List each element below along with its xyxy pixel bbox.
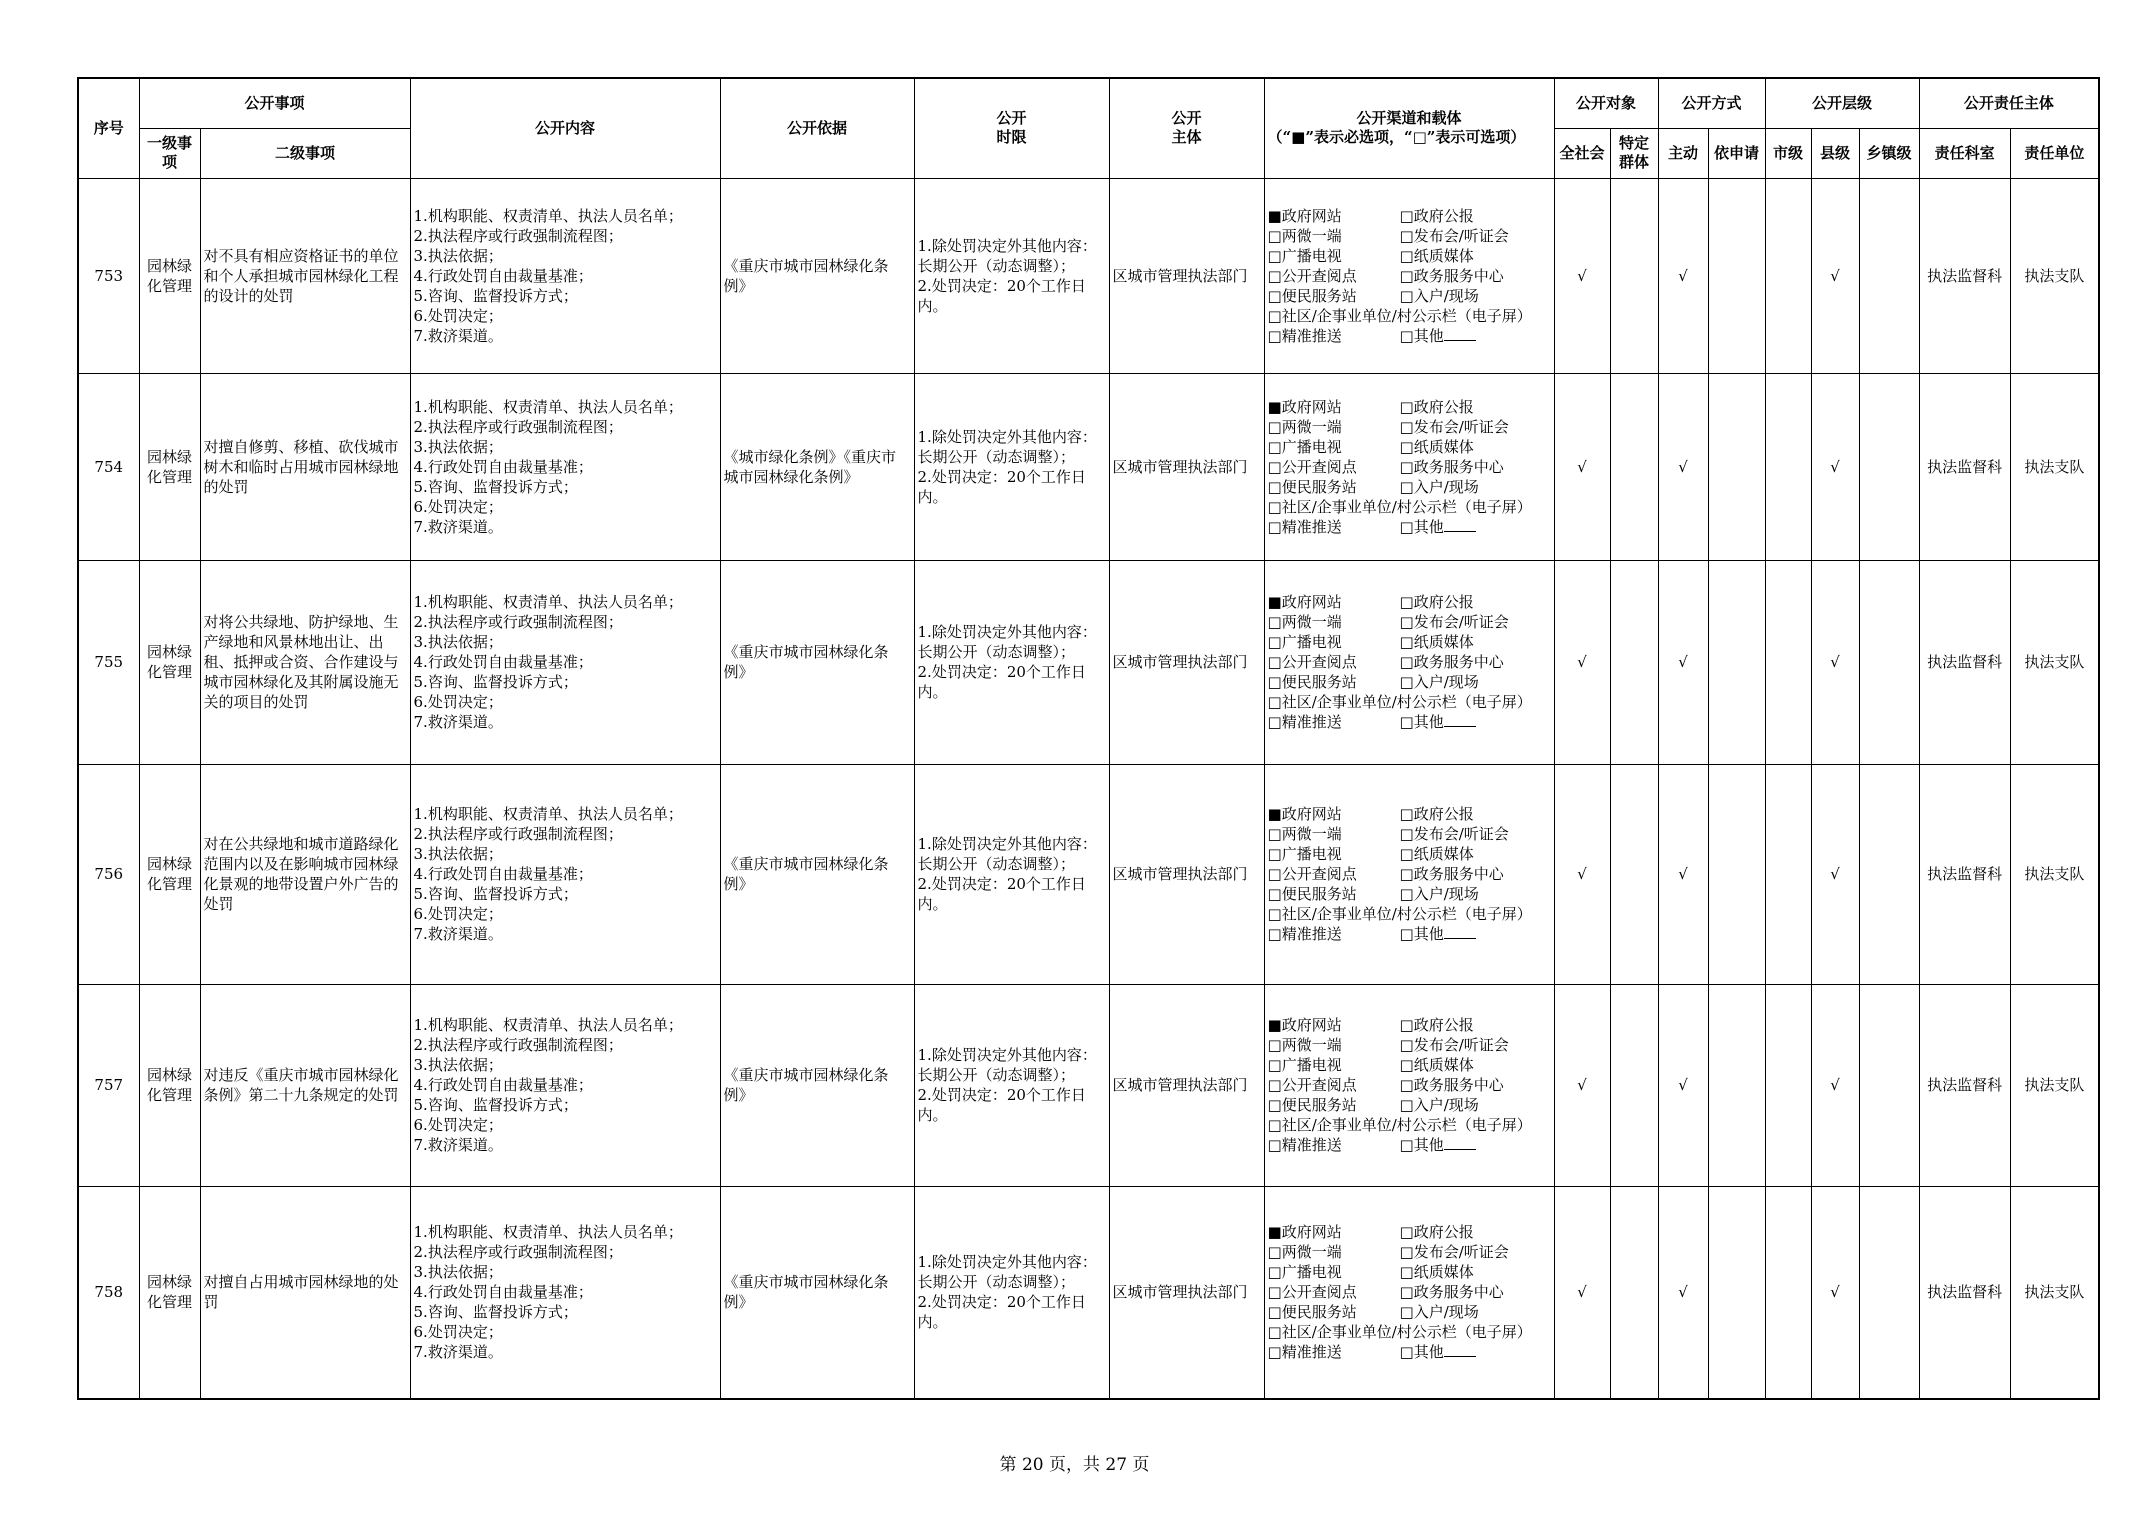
row-seq: 753 — [78, 178, 139, 373]
header-target: 公开对象 — [1554, 78, 1658, 128]
channel-convenience-station: □便民服务站 — [1267, 1096, 1357, 1114]
channel-other-blank — [1444, 924, 1476, 939]
channel-gov-gazette: □政府公报 — [1399, 805, 1474, 823]
row-seq: 754 — [78, 373, 139, 560]
row-deadline: 1.除处罚决定外其他内容：长期公开（动态调整）； 2.处罚决定：20个工作日内。 — [914, 764, 1109, 984]
channel-gov-website: ■政府网站 — [1267, 397, 1342, 416]
channel-door-to-door: □入户/现场 — [1399, 477, 1479, 496]
row-level-city — [1765, 560, 1811, 764]
channel-convenience-station: □便民服务站 — [1267, 286, 1357, 305]
row-method-request — [1708, 984, 1765, 1186]
channel-door-to-door: □入户/现场 — [1399, 673, 1479, 691]
row-basis: 《重庆市城市园林绿化条例》 — [720, 178, 914, 373]
content-line-5: 5.咨询、监督投诉方式； — [413, 477, 578, 496]
channel-broadcast-tv: □广播电视 — [1267, 1056, 1342, 1074]
row-subject: 区城市管理执法部门 — [1109, 1186, 1264, 1399]
row-basis: 《重庆市城市园林绿化条例》 — [720, 560, 914, 764]
row-content — [410, 1186, 720, 1399]
header-level-county: 县级 — [1811, 128, 1859, 178]
page-footer: 第 20 页，共 27 页 — [999, 1455, 1150, 1475]
row-target-all: √ — [1554, 373, 1610, 560]
row-level-town — [1859, 764, 1919, 984]
channel-precise-push: □精准推送 — [1267, 326, 1342, 345]
channel-bulletin-board: □社区/企事业单位/村公示栏（电子屏） — [1267, 1116, 1532, 1134]
row-channels — [1264, 1186, 1554, 1399]
row-level-county: √ — [1811, 560, 1859, 764]
channel-public-reading-point: □公开查阅点 — [1267, 266, 1357, 285]
row-target-specific — [1610, 764, 1658, 984]
row-content — [410, 764, 720, 984]
row-method-request — [1708, 560, 1765, 764]
row-method-active: √ — [1658, 178, 1708, 373]
row-level1: 园林绿化管理 — [139, 560, 200, 764]
table-row — [78, 560, 2099, 764]
row-channels — [1264, 984, 1554, 1186]
table-row — [78, 373, 2099, 560]
row-target-specific — [1610, 1186, 1658, 1399]
channel-convenience-station: □便民服务站 — [1267, 885, 1357, 903]
row-subject: 区城市管理执法部门 — [1109, 373, 1264, 560]
content-line-5: 5.咨询、监督投诉方式； — [413, 885, 578, 903]
channel-door-to-door: □入户/现场 — [1399, 286, 1479, 305]
content-line-5: 5.咨询、监督投诉方式； — [413, 673, 578, 691]
channel-gov-gazette: □政府公报 — [1399, 206, 1474, 225]
channel-other — [1400, 712, 1476, 732]
content-line-2: 2.执法程序或行政强制流程图； — [413, 417, 623, 436]
header-level-town: 乡镇级 — [1859, 128, 1919, 178]
table-body — [78, 178, 2099, 1399]
content-line-6: 6.处罚决定； — [413, 1323, 503, 1342]
channel-public-reading-point: □公开查阅点 — [1267, 1283, 1357, 1302]
row-level-town — [1859, 984, 1919, 1186]
row-level-county: √ — [1811, 373, 1859, 560]
table-row — [78, 764, 2099, 984]
channel-bulletin-board: □社区/企事业单位/村公示栏（电子屏） — [1267, 905, 1532, 923]
content-line-7: 7.救济渠道。 — [413, 326, 503, 345]
content-line-6: 6.处罚决定； — [413, 905, 503, 923]
channel-bulletin-board: □社区/企事业单位/村公示栏（电子屏） — [1267, 1323, 1532, 1342]
row-resp-office: 执法监督科 — [1919, 560, 2010, 764]
row-level-town — [1859, 1186, 1919, 1399]
row-level2: 对在公共绿地和城市道路绿化范围内以及在影响城市园林绿化景观的地带设置户外广告的处罚 — [200, 764, 410, 984]
header-channel-note: （“■”表示必选项，“□”表示可选项） — [1267, 128, 1526, 147]
channel-gov-website: ■政府网站 — [1267, 206, 1342, 225]
row-subject: 区城市管理执法部门 — [1109, 178, 1264, 373]
row-method-request — [1708, 764, 1765, 984]
channel-other — [1400, 517, 1476, 537]
row-channels — [1264, 178, 1554, 373]
row-level-city — [1765, 764, 1811, 984]
channel-other — [1400, 924, 1476, 944]
row-level2: 对将公共绿地、防护绿地、生产绿地和风景林地出让、出租、抵押或合资、合作建设与城市园林绿化及其附属设施无关的项目的处罚 — [200, 560, 410, 764]
header-method-active: 主动 — [1658, 128, 1708, 178]
content-line-1: 1.机构职能、权责清单、执法人员名单； — [413, 805, 683, 823]
channel-gov-gazette: □政府公报 — [1399, 1223, 1474, 1242]
row-channels — [1264, 373, 1554, 560]
header-channel — [1264, 78, 1554, 178]
channel-press-hearing: □发布会/听证会 — [1399, 825, 1509, 843]
row-basis: 《城市绿化条例》《重庆市城市园林绿化条例》 — [720, 373, 914, 560]
channel-service-center: □政务服务中心 — [1399, 865, 1504, 883]
channel-other — [1400, 1342, 1476, 1362]
row-channels — [1264, 764, 1554, 984]
channel-broadcast-tv: □广播电视 — [1267, 1263, 1342, 1282]
row-level-county: √ — [1811, 1186, 1859, 1399]
channel-bulletin-board: □社区/企事业单位/村公示栏（电子屏） — [1267, 693, 1532, 711]
content-line-2: 2.执法程序或行政强制流程图； — [413, 613, 623, 631]
channel-gov-website: ■政府网站 — [1267, 593, 1342, 611]
row-deadline: 1.除处罚决定外其他内容：长期公开（动态调整）； 2.处罚决定：20个工作日内。 — [914, 178, 1109, 373]
row-target-all: √ — [1554, 560, 1610, 764]
channel-precise-push: □精准推送 — [1267, 1136, 1342, 1154]
row-target-all: √ — [1554, 178, 1610, 373]
row-level1: 园林绿化管理 — [139, 373, 200, 560]
row-method-request — [1708, 373, 1765, 560]
content-line-1: 1.机构职能、权责清单、执法人员名单； — [413, 206, 683, 225]
channel-press-hearing: □发布会/听证会 — [1399, 417, 1509, 436]
row-level-city — [1765, 984, 1811, 1186]
channel-weibo-wechat-app: □两微一端 — [1267, 226, 1342, 245]
channel-other-label: □其他 — [1399, 517, 1444, 536]
row-deadline: 1.除处罚决定外其他内容：长期公开（动态调整）； 2.处罚决定：20个工作日内。 — [914, 1186, 1109, 1399]
row-resp-unit: 执法支队 — [2010, 984, 2099, 1186]
row-resp-office: 执法监督科 — [1919, 764, 2010, 984]
row-method-active: √ — [1658, 984, 1708, 1186]
table-row — [78, 984, 2099, 1186]
channel-service-center: □政务服务中心 — [1399, 1283, 1504, 1302]
row-resp-office: 执法监督科 — [1919, 373, 2010, 560]
header-method: 公开方式 — [1658, 78, 1765, 128]
content-line-3: 3.执法依据； — [413, 246, 503, 265]
channel-other-blank — [1444, 1342, 1476, 1357]
channel-door-to-door: □入户/现场 — [1399, 885, 1479, 903]
content-line-4: 4.行政处罚自由裁量基准； — [413, 1076, 593, 1094]
channel-precise-push: □精准推送 — [1267, 925, 1342, 943]
channel-print-media: □纸质媒体 — [1399, 1263, 1474, 1282]
content-line-7: 7.救济渠道。 — [413, 517, 503, 536]
row-basis: 《重庆市城市园林绿化条例》 — [720, 764, 914, 984]
header-level1: 一级事项 — [139, 128, 200, 178]
row-level1: 园林绿化管理 — [139, 178, 200, 373]
row-method-active: √ — [1658, 560, 1708, 764]
channel-precise-push: □精准推送 — [1267, 1343, 1342, 1362]
content-line-3: 3.执法依据； — [413, 1056, 503, 1074]
content-line-4: 4.行政处罚自由裁量基准； — [413, 653, 593, 671]
header-matter: 公开事项 — [139, 78, 410, 128]
channel-other-blank — [1444, 326, 1476, 341]
row-level-county: √ — [1811, 764, 1859, 984]
channel-public-reading-point: □公开查阅点 — [1267, 1076, 1357, 1094]
row-seq: 757 — [78, 984, 139, 1186]
row-method-active: √ — [1658, 373, 1708, 560]
row-resp-unit: 执法支队 — [2010, 373, 2099, 560]
header-method-request: 依申请 — [1708, 128, 1765, 178]
row-target-all: √ — [1554, 1186, 1610, 1399]
channel-print-media: □纸质媒体 — [1399, 845, 1474, 863]
row-level2: 对不具有相应资格证书的单位和个人承担城市园林绿化工程的设计的处罚 — [200, 178, 410, 373]
content-line-6: 6.处罚决定； — [413, 693, 503, 711]
channel-broadcast-tv: □广播电视 — [1267, 246, 1342, 265]
header-level-city: 市级 — [1765, 128, 1811, 178]
row-subject: 区城市管理执法部门 — [1109, 764, 1264, 984]
row-deadline: 1.除处罚决定外其他内容：长期公开（动态调整）； 2.处罚决定：20个工作日内。 — [914, 373, 1109, 560]
row-subject: 区城市管理执法部门 — [1109, 984, 1264, 1186]
row-subject: 区城市管理执法部门 — [1109, 560, 1264, 764]
row-method-request — [1708, 1186, 1765, 1399]
row-target-all: √ — [1554, 764, 1610, 984]
row-resp-office: 执法监督科 — [1919, 1186, 2010, 1399]
channel-press-hearing: □发布会/听证会 — [1399, 1243, 1509, 1262]
content-line-4: 4.行政处罚自由裁量基准； — [413, 865, 593, 883]
content-line-7: 7.救济渠道。 — [413, 925, 503, 943]
row-level-town — [1859, 178, 1919, 373]
channel-bulletin-board: □社区/企事业单位/村公示栏（电子屏） — [1267, 306, 1532, 325]
header-content: 公开内容 — [410, 78, 720, 178]
row-level-county: √ — [1811, 984, 1859, 1186]
channel-print-media: □纸质媒体 — [1399, 246, 1474, 265]
channel-broadcast-tv: □广播电视 — [1267, 845, 1342, 863]
row-target-specific — [1610, 373, 1658, 560]
channel-other-label: □其他 — [1399, 925, 1444, 943]
channel-weibo-wechat-app: □两微一端 — [1267, 417, 1342, 436]
header-resp-office: 责任科室 — [1919, 128, 2010, 178]
row-method-active: √ — [1658, 764, 1708, 984]
channel-weibo-wechat-app: □两微一端 — [1267, 1036, 1342, 1054]
channel-bulletin-board: □社区/企事业单位/村公示栏（电子屏） — [1267, 497, 1532, 516]
channel-other — [1400, 326, 1476, 346]
row-content — [410, 178, 720, 373]
channel-print-media: □纸质媒体 — [1399, 437, 1474, 456]
channel-other-blank — [1444, 517, 1476, 532]
channel-convenience-station: □便民服务站 — [1267, 477, 1357, 496]
channel-other — [1400, 1135, 1476, 1155]
row-resp-office: 执法监督科 — [1919, 178, 2010, 373]
row-target-specific — [1610, 984, 1658, 1186]
row-level-county: √ — [1811, 178, 1859, 373]
content-line-4: 4.行政处罚自由裁量基准； — [413, 457, 593, 476]
header-level2: 二级事项 — [200, 128, 410, 178]
row-target-all: √ — [1554, 984, 1610, 1186]
channel-service-center: □政务服务中心 — [1399, 266, 1504, 285]
header-level: 公开层级 — [1765, 78, 1919, 128]
row-resp-office: 执法监督科 — [1919, 984, 2010, 1186]
content-line-1: 1.机构职能、权责清单、执法人员名单； — [413, 1223, 683, 1242]
content-line-2: 2.执法程序或行政强制流程图； — [413, 1243, 623, 1262]
row-resp-unit: 执法支队 — [2010, 178, 2099, 373]
content-line-1: 1.机构职能、权责清单、执法人员名单； — [413, 593, 683, 611]
channel-gov-gazette: □政府公报 — [1399, 1016, 1474, 1034]
header-subject: 公开 主体 — [1109, 78, 1264, 178]
row-level2: 对违反《重庆市城市园林绿化条例》第二十九条规定的处罚 — [200, 984, 410, 1186]
channel-print-media: □纸质媒体 — [1399, 1056, 1474, 1074]
row-level2: 对擅自占用城市园林绿地的处罚 — [200, 1186, 410, 1399]
content-line-3: 3.执法依据； — [413, 437, 503, 456]
channel-service-center: □政务服务中心 — [1399, 653, 1504, 671]
content-line-4: 4.行政处罚自由裁量基准； — [413, 266, 593, 285]
content-line-4: 4.行政处罚自由裁量基准； — [413, 1283, 593, 1302]
row-deadline: 1.除处罚决定外其他内容：长期公开（动态调整）； 2.处罚决定：20个工作日内。 — [914, 984, 1109, 1186]
row-level-city — [1765, 373, 1811, 560]
channel-other-label: □其他 — [1399, 1343, 1444, 1362]
row-resp-unit: 执法支队 — [2010, 764, 2099, 984]
disclosure-table — [77, 77, 2100, 1400]
channel-convenience-station: □便民服务站 — [1267, 1303, 1357, 1322]
channel-other-label: □其他 — [1399, 1136, 1444, 1154]
channel-gov-website: ■政府网站 — [1267, 1223, 1342, 1242]
channel-public-reading-point: □公开查阅点 — [1267, 865, 1357, 883]
content-line-3: 3.执法依据； — [413, 633, 503, 651]
channel-broadcast-tv: □广播电视 — [1267, 633, 1342, 651]
header-basis: 公开依据 — [720, 78, 914, 178]
content-line-2: 2.执法程序或行政强制流程图； — [413, 825, 623, 843]
channel-weibo-wechat-app: □两微一端 — [1267, 1243, 1342, 1262]
channel-press-hearing: □发布会/听证会 — [1399, 613, 1509, 631]
row-level-town — [1859, 560, 1919, 764]
table-row — [78, 1186, 2099, 1399]
header-resp-unit: 责任单位 — [2010, 128, 2099, 178]
content-line-5: 5.咨询、监督投诉方式； — [413, 286, 578, 305]
content-line-3: 3.执法依据； — [413, 845, 503, 863]
channel-press-hearing: □发布会/听证会 — [1399, 226, 1509, 245]
channel-weibo-wechat-app: □两微一端 — [1267, 613, 1342, 631]
row-resp-unit: 执法支队 — [2010, 560, 2099, 764]
header-seq: 序号 — [78, 78, 139, 178]
content-line-6: 6.处罚决定； — [413, 497, 503, 516]
channel-other-blank — [1444, 712, 1476, 727]
channel-door-to-door: □入户/现场 — [1399, 1096, 1479, 1114]
channel-broadcast-tv: □广播电视 — [1267, 437, 1342, 456]
row-level-city — [1765, 1186, 1811, 1399]
table-row — [78, 178, 2099, 373]
content-line-5: 5.咨询、监督投诉方式； — [413, 1303, 578, 1322]
channel-other-label: □其他 — [1399, 326, 1444, 345]
row-content — [410, 373, 720, 560]
channel-public-reading-point: □公开查阅点 — [1267, 653, 1357, 671]
channel-gov-gazette: □政府公报 — [1399, 593, 1474, 611]
channel-service-center: □政务服务中心 — [1399, 457, 1504, 476]
row-basis: 《重庆市城市园林绿化条例》 — [720, 984, 914, 1186]
content-line-2: 2.执法程序或行政强制流程图； — [413, 1036, 623, 1054]
row-method-active: √ — [1658, 1186, 1708, 1399]
content-line-1: 1.机构职能、权责清单、执法人员名单； — [413, 397, 683, 416]
channel-precise-push: □精准推送 — [1267, 713, 1342, 731]
content-line-6: 6.处罚决定； — [413, 306, 503, 325]
row-seq: 755 — [78, 560, 139, 764]
row-level1: 园林绿化管理 — [139, 984, 200, 1186]
row-content — [410, 984, 720, 1186]
channel-door-to-door: □入户/现场 — [1399, 1303, 1479, 1322]
channel-print-media: □纸质媒体 — [1399, 633, 1474, 651]
row-level-town — [1859, 373, 1919, 560]
channel-other-label: □其他 — [1399, 713, 1444, 731]
header-resp: 公开责任主体 — [1919, 78, 2099, 128]
row-seq: 758 — [78, 1186, 139, 1399]
header-target-all: 全社会 — [1554, 128, 1610, 178]
content-line-5: 5.咨询、监督投诉方式； — [413, 1096, 578, 1114]
row-method-request — [1708, 178, 1765, 373]
channel-public-reading-point: □公开查阅点 — [1267, 457, 1357, 476]
row-level1: 园林绿化管理 — [139, 1186, 200, 1399]
row-level2: 对擅自修剪、移植、砍伐城市树木和临时占用城市园林绿地的处罚 — [200, 373, 410, 560]
row-level1: 园林绿化管理 — [139, 764, 200, 984]
header-channel-title: 公开渠道和载体 — [1356, 109, 1462, 128]
channel-service-center: □政务服务中心 — [1399, 1076, 1504, 1094]
channel-press-hearing: □发布会/听证会 — [1399, 1036, 1509, 1054]
content-line-1: 1.机构职能、权责清单、执法人员名单； — [413, 1016, 683, 1034]
row-channels — [1264, 560, 1554, 764]
row-target-specific — [1610, 560, 1658, 764]
channel-gov-gazette: □政府公报 — [1399, 397, 1474, 416]
row-resp-unit: 执法支队 — [2010, 1186, 2099, 1399]
channel-weibo-wechat-app: □两微一端 — [1267, 825, 1342, 843]
row-content — [410, 560, 720, 764]
row-deadline: 1.除处罚决定外其他内容：长期公开（动态调整）； 2.处罚决定：20个工作日内。 — [914, 560, 1109, 764]
content-line-3: 3.执法依据； — [413, 1263, 503, 1282]
row-seq: 756 — [78, 764, 139, 984]
content-line-6: 6.处罚决定； — [413, 1116, 503, 1134]
channel-gov-website: ■政府网站 — [1267, 805, 1342, 823]
channel-precise-push: □精准推送 — [1267, 517, 1342, 536]
channel-gov-website: ■政府网站 — [1267, 1016, 1342, 1034]
channel-other-blank — [1444, 1135, 1476, 1150]
content-line-7: 7.救济渠道。 — [413, 1136, 503, 1154]
content-line-2: 2.执法程序或行政强制流程图； — [413, 226, 623, 245]
row-level-city — [1765, 178, 1811, 373]
content-line-7: 7.救济渠道。 — [413, 713, 503, 731]
header-target-specific: 特定群体 — [1610, 128, 1658, 178]
channel-convenience-station: □便民服务站 — [1267, 673, 1357, 691]
row-basis: 《重庆市城市园林绿化条例》 — [720, 1186, 914, 1399]
header-deadline: 公开 时限 — [914, 78, 1109, 178]
content-line-7: 7.救济渠道。 — [413, 1343, 503, 1362]
row-target-specific — [1610, 178, 1658, 373]
